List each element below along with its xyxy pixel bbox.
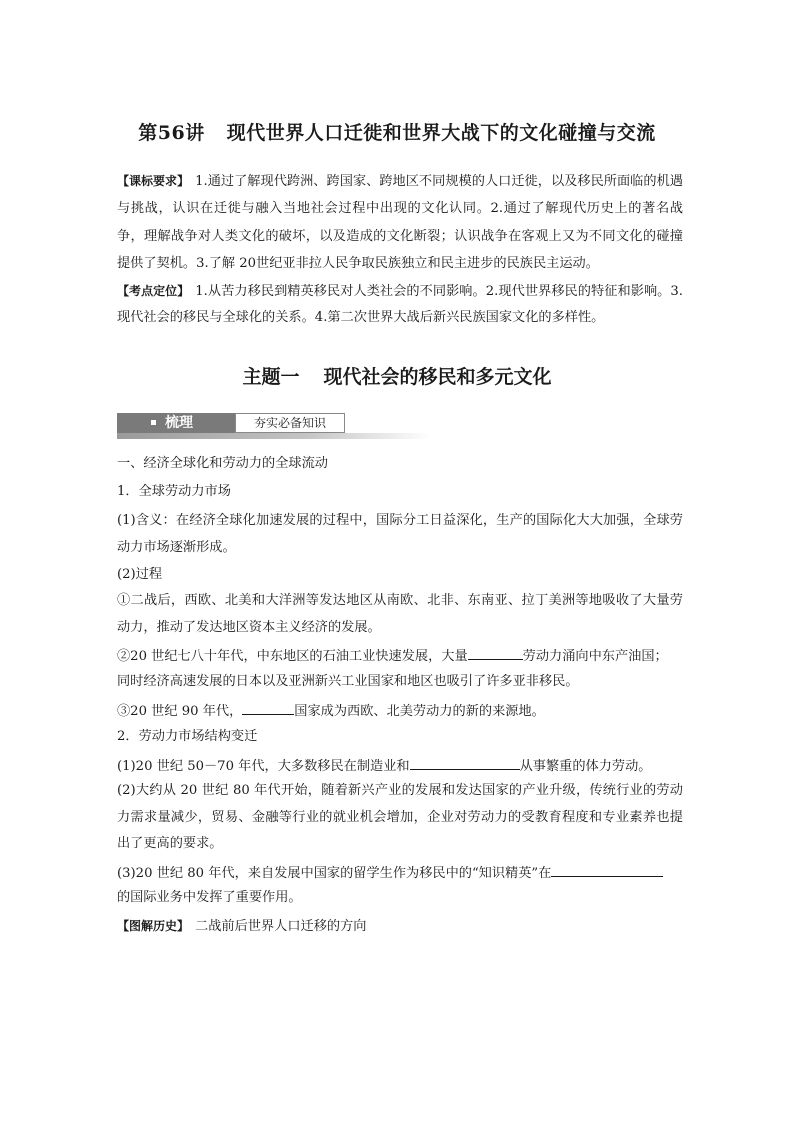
topic-title-text: 现代社会的移民和多元文化: [323, 366, 552, 388]
paragraph-structure-2: (2)大约从 20 世纪 80 年代开始，随着新兴产业的发展和发达国家的产业升级，传统行业的劳动力需求量减少，贸易、金融等行业的就业机会增加，企业对劳动力的受教育程度和专业素养也提出了更高的要求。: [117, 783, 683, 851]
fill-blank-3[interactable]: [410, 755, 520, 770]
requirements-text: 1.通过了解现代跨洲、跨国家、跨地区不同规模的人口迁徙，以及移民所面临的机遇与挑战，认识在迁徙与融入当地社会过程中出现的文化认同。2.通过了解现代历史上的著名战争，理解战争对人类文化的破坏，以及造成的文化断裂；认识战争在客观上又为不同文化的碰撞提供了契机。3.了解 20世纪亚非拉人民争取民族独立和民主进步的民族民主运动。: [117, 174, 683, 271]
structure-1-text-b: 从事繁重的体力劳动。: [519, 759, 652, 774]
subheading-labor-market: 1．全球劳动力市场: [117, 484, 231, 499]
fill-blank-1[interactable]: [468, 645, 523, 660]
banner-label: 梳理: [165, 415, 193, 431]
paragraph-definition: (1)含义：在经济全球化加速发展的过程中，国际分工日益深化，生产的国际化大大加强，全球劳动力市场逐渐形成。: [117, 513, 683, 555]
section-banner: [117, 413, 431, 439]
diagram-caption: [117, 916, 683, 937]
fill-blank-4[interactable]: [551, 862, 663, 877]
paragraph-structure-3-line1: [117, 862, 683, 884]
positioning-tag: 【考点定位】: [117, 284, 190, 298]
paragraph-process-heading: (2)过程: [117, 567, 163, 582]
lecture-title: [0, 118, 794, 145]
lecture-title-text: 现代世界人口迁徙和世界大战下的文化碰撞与交流: [226, 122, 656, 144]
process-2-text-a: ②20 世纪七八十年代，中东地区的石油工业快速发展，大量: [117, 649, 468, 664]
topic-number: 主题一: [242, 366, 300, 388]
banner-underline: [117, 433, 431, 439]
requirements-tag: 【课标要求】: [117, 174, 190, 188]
process-2-text-c: 同时经济高速发展的日本以及亚洲新兴工业国家和地区也吸引了许多亚非移民。: [117, 674, 579, 689]
process-2-text-b: 劳动力涌向中东产油国；: [522, 649, 668, 664]
diagram-tag: 【图解历史】: [117, 919, 190, 933]
section-heading: 一、经济全球化和劳动力的全球流动: [117, 456, 328, 471]
topic-title: [0, 362, 794, 389]
exam-positioning: [117, 278, 683, 331]
process-3-text-b: 国家成为西欧、北美劳动力的新的来源地。: [294, 704, 545, 719]
paragraph-structure-1: [117, 755, 683, 777]
structure-1-text-a: (1)20 世纪 50－70 年代，大多数移民在制造业和: [117, 759, 410, 774]
paragraph-process-3: [117, 700, 683, 722]
banner-sublabel: 夯实必备知识: [235, 413, 345, 433]
paragraph-process-2-line1: [117, 645, 683, 667]
subheading-structure-change: 2．劳动力市场结构变迁: [117, 729, 258, 744]
structure-3-text-a: (3)20 世纪 80 年代，来自发展中国家的留学生作为移民中的“知识精英”在: [117, 866, 552, 881]
structure-3-text-b: 的国际业务中发挥了重要作用。: [117, 890, 302, 905]
banner-label-box: [117, 413, 235, 433]
course-requirements: [117, 168, 683, 277]
fill-blank-2[interactable]: [242, 700, 294, 715]
positioning-text: 1.从苦力移民到精英移民对人类社会的不同影响。2.现代世界移民的特征和影响。3.现代社会的移民与全球化的关系。4.第二次世界大战后新兴民族国家文化的多样性。: [117, 284, 683, 325]
paragraph-process-1: ①二战后，西欧、北美和大洋洲等发达地区从南欧、北非、东南亚、拉丁美洲等地吸收了大量劳动力，推动了发达地区资本主义经济的发展。: [117, 593, 683, 635]
square-bullet-icon: [151, 420, 156, 425]
lecture-number: 第56讲: [138, 122, 205, 144]
process-3-text-a: ③20 世纪 90 年代，: [117, 704, 243, 719]
diagram-text: 二战前后世界人口迁移的方向: [195, 919, 367, 934]
